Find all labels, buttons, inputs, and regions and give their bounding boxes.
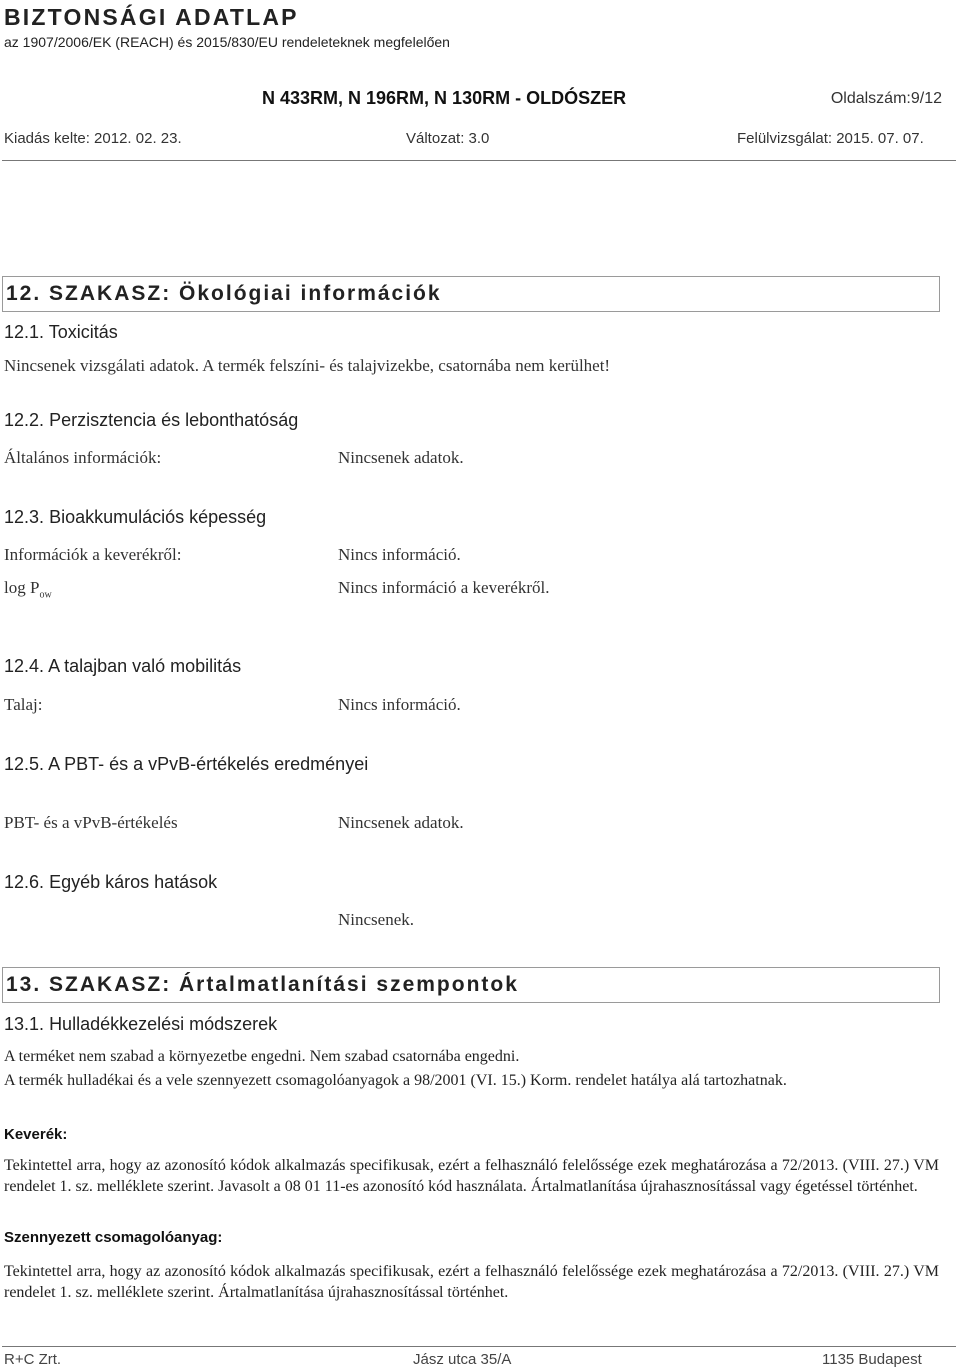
soil-value: Nincs információ. (338, 695, 461, 714)
packaging-label: Szennyezett csomagolóanyag: (4, 1229, 223, 1246)
subsection-12-3-heading (4, 507, 266, 528)
subsection-number: 13.1. (4, 1014, 45, 1034)
other-effects-value: Nincsenek. (338, 910, 415, 929)
mixture-label: Keverék: (4, 1126, 68, 1143)
subsection-title: Egyéb káros hatások (49, 872, 218, 892)
subsection-title: A talajban való mobilitás (48, 656, 242, 676)
section-13-title: 13. SZAKASZ: Ártalmatlanítási szempontok (6, 973, 519, 996)
mixture-paragraph: Tekintettel arra, hogy az azonosító kódok alkalmazás specifikusak, ezért a felhasználó felelőssége ezek meghatározása a 72/2013. (VIII. 27.) VM rendelet 1. sz. melléklete szerint. Javasolt a 08 01 11-es azonosító kód használata. Ártalmatlanítása újrahasznosítással vagy égetéssel történhet. (4, 1157, 939, 1195)
disposal-paragraph-1: A terméket nem szabad a környezetbe engedni. Nem szabad csatornába engedni. (4, 1048, 520, 1065)
subsection-12-5-heading (4, 754, 368, 775)
toxicity-text: Nincsenek vizsgálati adatok. A termék felszíni- és talajvizekbe, csatornába nem kerülhet! (4, 356, 611, 375)
subsection-title: Bioakkumulációs képesség (49, 507, 267, 527)
log-pow-label: $\log P_{ow}$ (4, 578, 52, 601)
subsection-12-2-heading (4, 410, 298, 431)
subsection-title: Toxicitás (48, 322, 118, 342)
footer-street: Jász utca 35/A (413, 1351, 512, 1368)
footer-company: R+C Zrt. (4, 1351, 62, 1368)
general-info-label: Általános információk: (4, 448, 162, 467)
mixture-info-label: Információk a keverékről: (4, 545, 182, 564)
log-pow-value: Nincs információ a keverékről. (338, 578, 550, 597)
subsection-title: Perzisztencia és lebonthatóság (49, 410, 299, 430)
subsection-12-4-heading (4, 656, 241, 677)
packaging-paragraph: Tekintettel arra, hogy az azonosító kódok alkalmazás specifikusak, ezért a felhasználó felelőssége ezek meghatározása a 72/2013. (VIII. 27.) VM rendelet 1. sz. melléklete szerint. Ártalmatlanítása újrahasznosítással történhet. (4, 1263, 939, 1301)
pbt-label: PBT- és a vPvB-értékelés (4, 813, 178, 832)
section-12-title: 12. SZAKASZ: Ökológiai információk (6, 282, 442, 305)
product-name: N 433RM, N 196RM, N 130RM - OLDÓSZER (262, 88, 627, 108)
soil-label: Talaj: (4, 695, 43, 714)
revision-date: Felülvizsgálat: 2015. 07. 07. (737, 130, 924, 147)
general-info-value: Nincsenek adatok. (338, 448, 464, 467)
subsection-number: 12.1. (4, 322, 45, 342)
page-number: Oldalszám:9/12 (830, 90, 942, 107)
document-subtitle: az 1907/2006/EK (REACH) és 2015/830/EU rendeleteknek megfelelően (4, 34, 450, 50)
document-title: BIZTONSÁGI ADATLAP (4, 4, 299, 30)
subsection-number: 12.5. (4, 754, 45, 774)
footer-city: 1135 Budapest (822, 1351, 922, 1368)
mixture-info-value: Nincs információ. (338, 545, 461, 564)
version: Változat: 3.0 (406, 130, 490, 147)
pbt-value: Nincsenek adatok. (338, 813, 464, 832)
subsection-number: 12.6. (4, 872, 45, 892)
subsection-title: A PBT- és a vPvB-értékelés eredményei (48, 754, 369, 774)
disposal-paragraph-2: A termék hulladékai és a vele szennyezett csomagolóanyagok a 98/2001 (VI. 15.) Korm. rendelet hatálya alá tartozhatnak. (4, 1072, 787, 1089)
subsection-title: Hulladékkezelési módszerek (49, 1014, 278, 1034)
issue-date: Kiadás kelte: 2012. 02. 23. (4, 130, 182, 147)
subsection-12-1-heading (4, 322, 118, 343)
subsection-13-1-heading (4, 1014, 277, 1035)
header-divider (2, 160, 956, 161)
subsection-number: 12.4. (4, 656, 45, 676)
subsection-number: 12.2. (4, 410, 45, 430)
subsection-12-6-heading (4, 872, 217, 893)
footer-divider (2, 1346, 956, 1347)
subsection-number: 12.3. (4, 507, 45, 527)
